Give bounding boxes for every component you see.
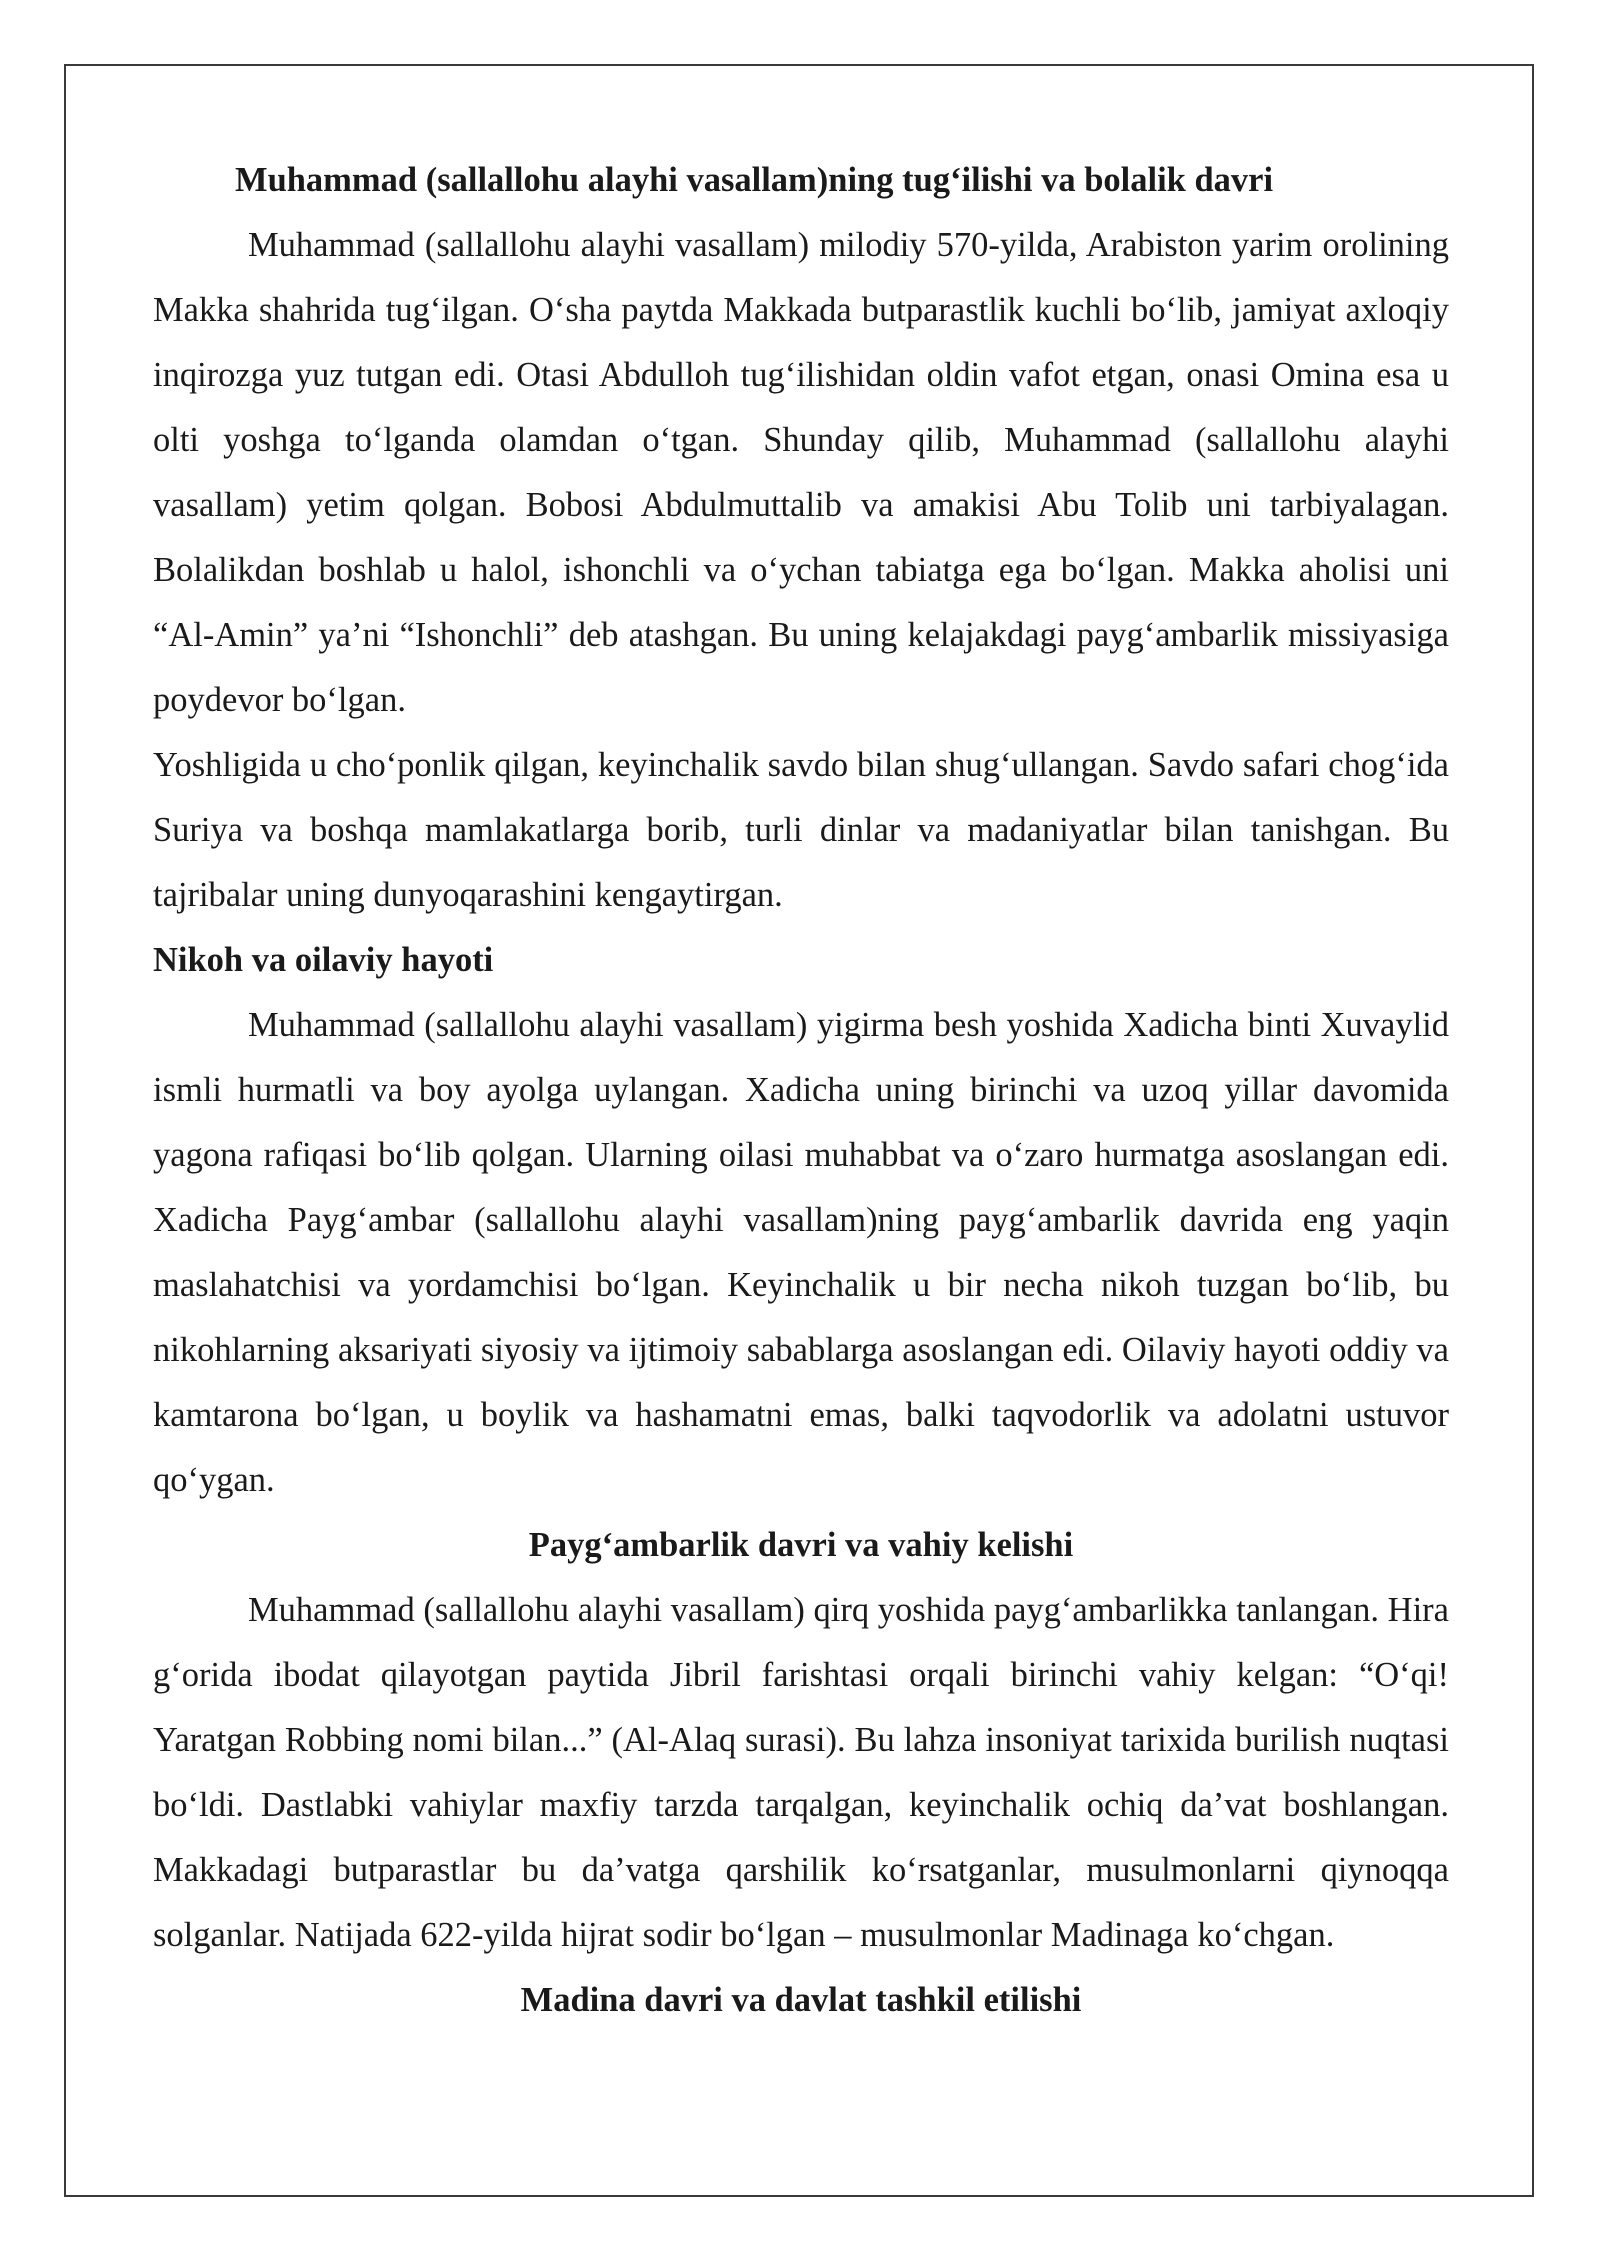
paragraph-youth: Yoshligida u cho‘ponlik qilgan, keyinchalik savdo bilan shug‘ullangan. Savdo safari chog‘ida Suriya va boshqa mamlakatlarga borib, turli dinlar va madaniyatlar bilan tanishgan. Bu tajribalar uning dunyoqarashini kengaytirgan.	[153, 746, 1449, 914]
paragraph-prophethood: Muhammad (sallallohu alayhi vasallam) qirq yoshida payg‘ambarlikka tanlangan. Hira g‘orida ibodat qilayotgan paytida Jibril farishtasi orqali birinchi vahiy kelgan: “O‘qi! Yaratgan Robbing nomi bilan...” (Al-Alaq surasi). Bu lahza insoniyat tarixida burilish nuqtasi bo‘ldi. Dastlabki vahiylar maxfiy tarzda tarqalgan, keyinchalik ochiq da’vat boshlangan. Makkadagi butparastlar bu da’vatga qarshilik ko‘rsatganlar, musulmonlarni qiynoqqa solganlar. Natijada 622-yilda hijrat sodir bo‘lgan – musulmonlar Madinaga ko‘chgan.	[153, 1591, 1449, 1954]
document-body	[153, 148, 1449, 2033]
heading-madina: Madina davri va davlat tashkil etilishi	[520, 1981, 1082, 2019]
paragraph-birth: Muhammad (sallallohu alayhi vasallam) milodiy 570-yilda, Arabiston yarim orolining Makka shahrida tug‘ilgan. O‘sha paytda Makkada butparastlik kuchli bo‘lib, jamiyat axloqiy inqirozga yuz tutgan edi. Otasi Abdulloh tug‘ilishidan oldin vafot etgan, onasi Omina esa u olti yoshga to‘lganda olamdan o‘tgan. Shunday qilib, Muhammad (sallallohu alayhi vasallam) yetim qolgan. Bobosi Abdulmuttalib va amakisi Abu Tolib uni tarbiyalagan. Bolalikdan boshlab u halol, ishonchli va o‘ychan tabiatga ega bo‘lgan. Makka aholisi uni “Al-Amin” ya’ni “Ishonchli” deb atashgan. Bu uning kelajakdagi payg‘ambarlik missiyasiga poydevor bo‘lgan.	[153, 226, 1449, 719]
heading-birth-childhood: Muhammad (sallallohu alayhi vasallam)ning tug‘ilishi va bolalik davri	[235, 161, 1274, 199]
heading-prophethood: Payg‘ambarlik davri va vahiy kelishi	[528, 1526, 1074, 1564]
paragraph-marriage: Muhammad (sallallohu alayhi vasallam) yigirma besh yoshida Xadicha binti Xuvaylid ismli hurmatli va boy ayolga uylangan. Xadicha uning birinchi va uzoq yillar davomida yagona rafiqasi bo‘lib qolgan. Ularning oilasi muhabbat va o‘zaro hurmatga asoslangan edi. Xadicha Payg‘ambar (sallallohu alayhi vasallam)ning payg‘ambarlik davrida eng yaqin maslahatchisi va yordamchisi bo‘lgan. Keyinchalik u bir necha nikoh tuzgan bo‘lib, bu nikohlarning aksariyati siyosiy va ijtimoiy sabablarga asoslangan edi. Oilaviy hayoti oddiy va kamtarona bo‘lgan, u boylik va hashamatni emas, balki taqvodorlik va adolatni ustuvor qo‘ygan.	[153, 1006, 1449, 1499]
heading-marriage: Nikoh va oilaviy hayoti	[153, 941, 494, 979]
